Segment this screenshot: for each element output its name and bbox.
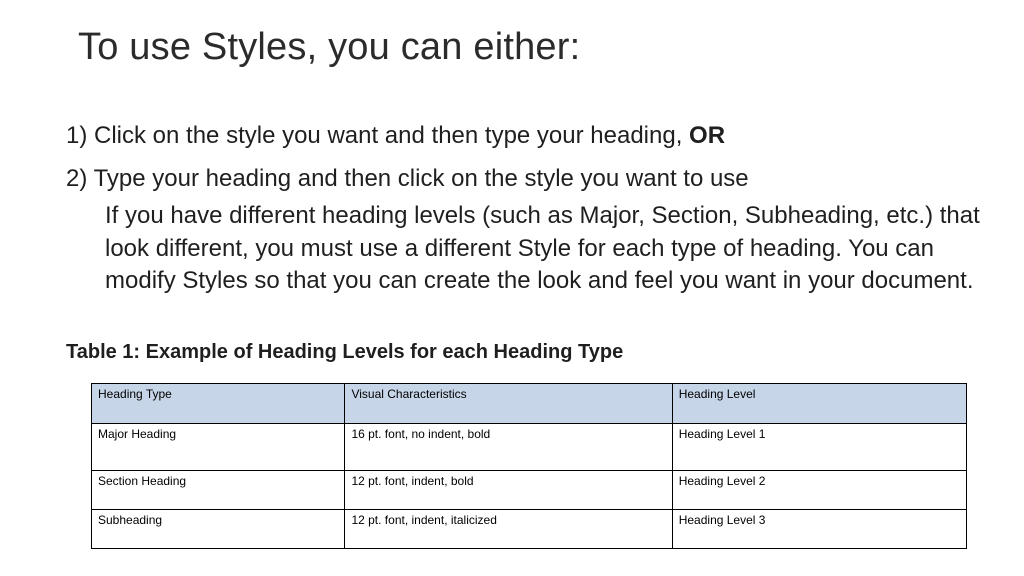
instruction-point-2-text: 2) Type your heading and then click on the style you want to use bbox=[66, 165, 749, 192]
heading-levels-table bbox=[91, 383, 967, 549]
column-header-heading-type: Heading Type bbox=[92, 384, 345, 424]
table-caption: Table 1: Example of Heading Levels for each Heading Type bbox=[66, 341, 624, 363]
table-cell: Subheading bbox=[92, 510, 345, 549]
table-cell: 12 pt. font, indent, italicized bbox=[345, 510, 672, 549]
table-cell: Section Heading bbox=[92, 471, 345, 510]
instruction-point-1-text: 1) Click on the style you want and then type your heading, bbox=[66, 122, 690, 149]
table-cell: 12 pt. font, indent, bold bbox=[345, 471, 672, 510]
heading-levels-note: If you have different heading levels (such as Major, Section, Subheading, etc.) that look different, you must use a different Style for each type of heading. You can modify Styles so that you can create the look and feel you want in your document. bbox=[105, 202, 980, 294]
instruction-point-1 bbox=[66, 122, 725, 150]
table-cell: 16 pt. font, no indent, bold bbox=[345, 424, 672, 471]
table-header-row bbox=[92, 384, 967, 424]
table-cell: Heading Level 1 bbox=[672, 424, 966, 471]
table-row bbox=[92, 424, 967, 471]
table-cell: Heading Level 3 bbox=[672, 510, 966, 549]
table-row bbox=[92, 471, 967, 510]
table-row bbox=[92, 510, 967, 549]
table-cell: Heading Level 2 bbox=[672, 471, 966, 510]
table-cell: Major Heading bbox=[92, 424, 345, 471]
instruction-point-2 bbox=[66, 165, 749, 193]
instruction-point-1-emphasis: OR bbox=[689, 122, 726, 149]
column-header-visual-characteristics: Visual Characteristics bbox=[345, 384, 672, 424]
slide-title: To use Styles, you can either: bbox=[78, 26, 581, 68]
column-header-heading-level: Heading Level bbox=[672, 384, 966, 424]
